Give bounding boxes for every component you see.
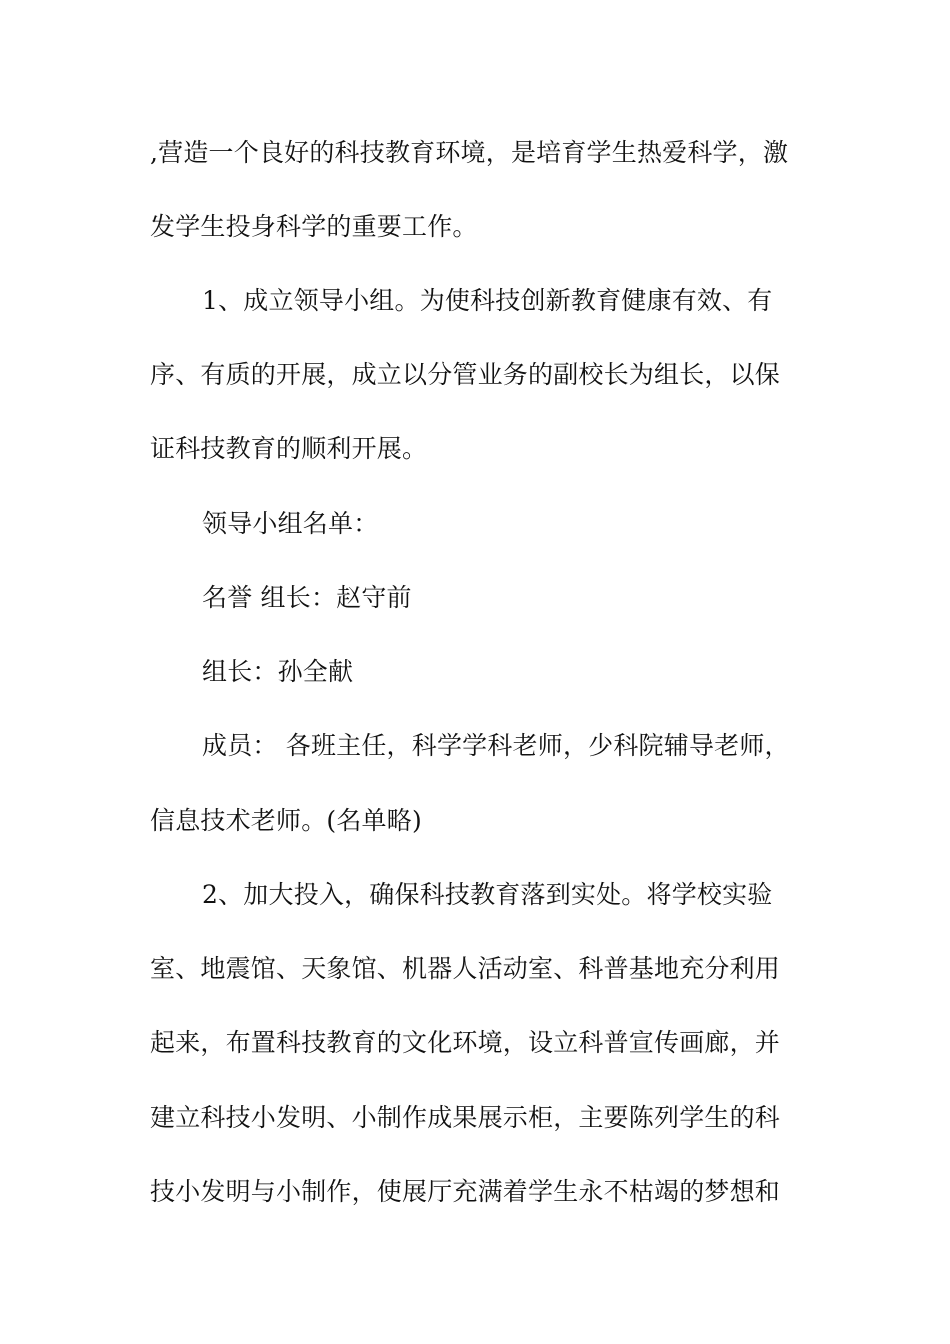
paragraph-line: 建立科技小发明、小制作成果展示柜，主要陈列学生的科 — [150, 1103, 781, 1132]
section-2-heading-line: 2、加大投入，确保科技教育落到实处。将学校实验 — [202, 880, 773, 909]
paragraph-line: 信息技术老师。(名单略) — [150, 806, 422, 835]
paragraph-line: 发学生投身科学的重要工作。 — [150, 212, 478, 241]
members-line: 成员： 各班主任，科学学科老师，少科院辅导老师， — [202, 731, 790, 760]
paragraph-line: 室、地震馆、天象馆、机器人活动室、科普基地充分利用 — [150, 954, 781, 983]
paragraph-line: 序、有质的开展，成立以分管业务的副校长为组长，以保 — [150, 360, 781, 389]
honorary-leader-line: 名誉 组长：赵守前 — [202, 583, 412, 612]
leadership-list-title: 领导小组名单： — [202, 509, 379, 538]
leader-line: 组长：孙全献 — [202, 657, 354, 686]
paragraph-line: 证科技教育的顺利开展。 — [150, 434, 428, 463]
paragraph-line: 起来，布置科技教育的文化环境，设立科普宣传画廊，并 — [150, 1028, 781, 1057]
paragraph-line: ,营造一个良好的科技教育环境，是培育学生热爱科学，激 — [150, 138, 789, 167]
section-1-heading-line: 1、成立领导小组。为使科技创新教育健康有效、有 — [202, 286, 773, 315]
paragraph-line: 技小发明与小制作，使展厅充满着学生永不枯竭的梦想和 — [150, 1177, 781, 1206]
